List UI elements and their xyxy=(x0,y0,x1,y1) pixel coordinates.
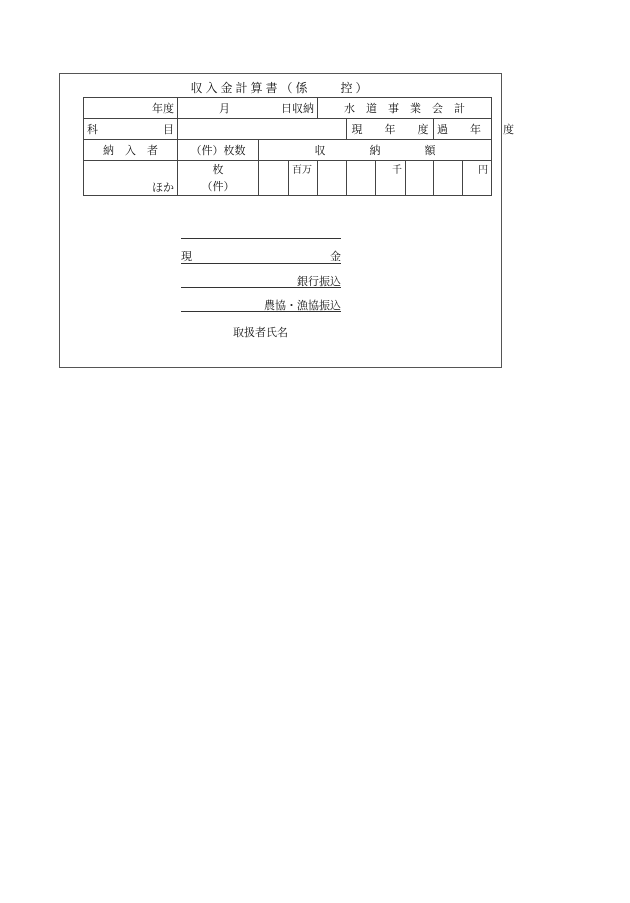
count-header: （件）枚数 xyxy=(178,140,259,161)
day-receipt-label: 日収納 xyxy=(281,102,315,115)
amount-header: 収 納 額 xyxy=(259,140,492,161)
amount-digit xyxy=(406,161,434,196)
subject-value-cell xyxy=(178,119,347,140)
cases-label: （件） xyxy=(201,180,235,193)
amount-digit xyxy=(434,161,463,196)
receipt-table xyxy=(83,97,515,196)
receipt-form xyxy=(59,73,515,368)
month-label: 月 xyxy=(219,102,230,115)
subject-left-label: 科 xyxy=(87,123,98,136)
amount-digit-thousand: 千 xyxy=(376,161,406,196)
form-title: 収入金計算書（係 控） xyxy=(190,81,371,95)
count-entry-cell xyxy=(178,161,259,196)
cash-right-label: 金 xyxy=(330,250,341,263)
row-subject xyxy=(84,119,492,140)
handler-name-label: 取扱者氏名 xyxy=(233,326,288,339)
row-date xyxy=(84,98,492,119)
sheets-label: 枚 xyxy=(212,163,224,176)
amount-digit-yen: 円 xyxy=(463,161,492,196)
subject-cell xyxy=(84,119,178,140)
agri-transfer-label: 農協・漁協振込 xyxy=(264,299,341,312)
past-year-cell: 過 年 度 xyxy=(434,119,492,140)
payer-entry-cell xyxy=(84,161,178,196)
amount-digit xyxy=(347,161,376,196)
row-header xyxy=(84,140,492,161)
amount-digit-million: 百万 xyxy=(289,161,318,196)
hoka-label: ほか xyxy=(152,181,174,194)
divider-line xyxy=(181,238,341,239)
amount-digit xyxy=(259,161,289,196)
year-cell: 年度 xyxy=(84,98,178,119)
account-cell: 水 道 事 業 会 計 xyxy=(318,98,492,119)
agri-underline xyxy=(181,311,341,312)
cash-label xyxy=(181,248,341,264)
amount-digit xyxy=(318,161,347,196)
cash-underline xyxy=(181,263,341,264)
subject-right-label: 目 xyxy=(163,123,174,136)
payer-header: 納 入 者 xyxy=(84,140,178,161)
bank-underline xyxy=(181,287,341,288)
row-entry xyxy=(84,161,492,196)
cash-left-label: 現 xyxy=(181,250,192,263)
bank-transfer-label: 銀行振込 xyxy=(297,275,341,288)
current-year-cell: 現 年 度 xyxy=(347,119,434,140)
month-day-cell xyxy=(178,98,318,119)
